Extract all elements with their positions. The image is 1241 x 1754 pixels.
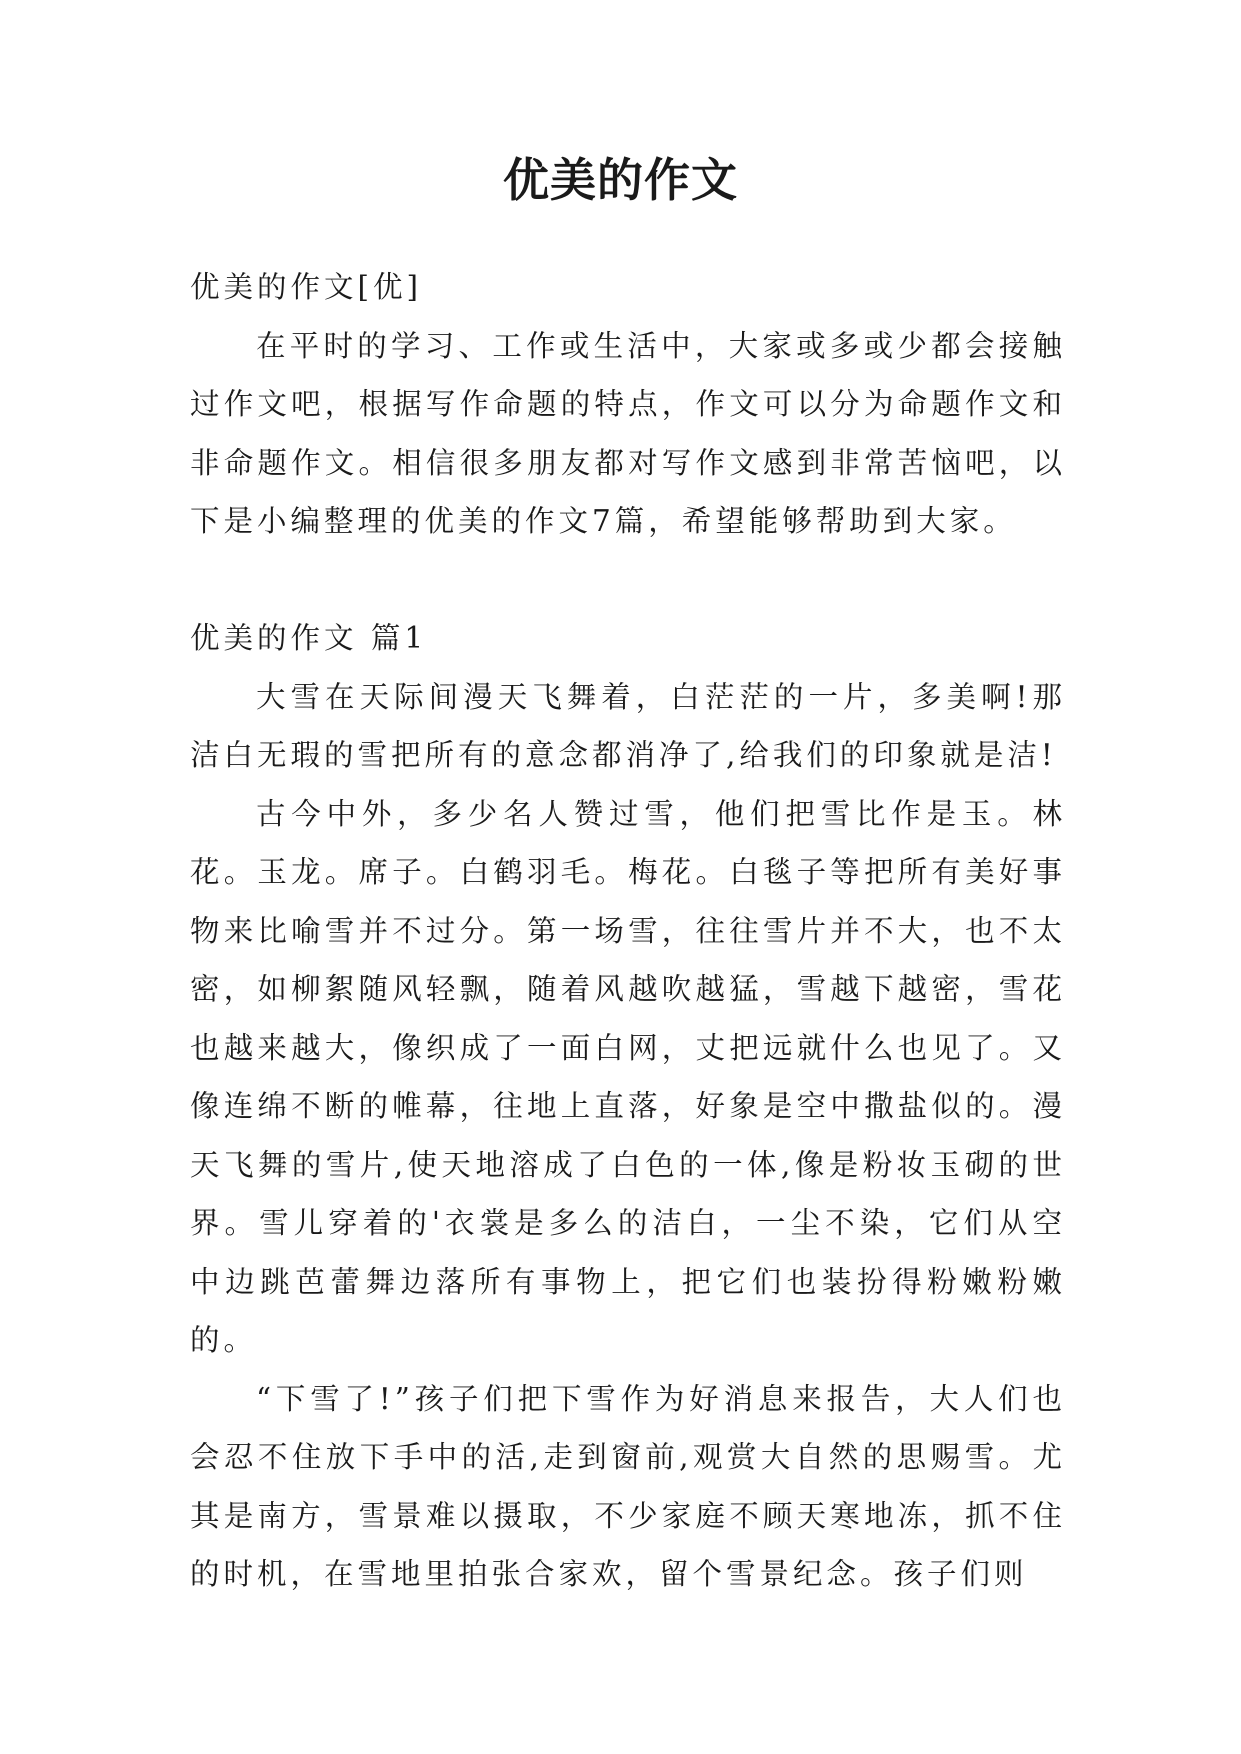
essay-heading: 优美的作文 篇1 [190, 621, 428, 655]
section-spacer [190, 551, 1066, 610]
essay-paragraph: 古今中外，多少名人赞过雪，他们把雪比作是玉。林花。玉龙。席子。白鹤羽毛。梅花。白毯子等把所有美好事物来比喻雪并不过分。第一场雪，往往雪片并不大，也不太密，如柳絮随风轻飘，随着风越吹越猛，雪越下越密，雪花也越来越大，像织成了一面白网，丈把远就什么也见了。又像连绵不断的帷幕，往地上直落，好象是空中撒盐似的。漫天飞舞的雪片,使天地溶成了白色的一体,像是粉妆玉砌的世界。雪儿穿着的'衣裳是多么的洁白，一尘不染，它们从空中边跳芭蕾舞边落所有事物上，把它们也装扮得粉嫩粉嫩的。 [190, 796, 1066, 1357]
document-body [190, 258, 1066, 1604]
essay-paragraph: “下雪了!”孩子们把下雪作为好消息来报告，大人们也会忍不住放下手中的活,走到窗前,观赏大自然的思赐雪。尤其是南方，雪景难以摄取，不少家庭不顾天寒地冻，抓不住的时机，在雪地里拍张合家欢，留个雪景纪念。孩子们则 [190, 1381, 1066, 1591]
essay-paragraph: 大雪在天际间漫天飞舞着，白茫茫的一片，多美啊!那洁白无瑕的雪把所有的意念都消净了,给我们的印象就是洁! [190, 679, 1066, 772]
document-title: 优美的作文 [503, 153, 738, 207]
intro-paragraph: 在平时的学习、工作或生活中，大家或多或少都会接触过作文吧，根据写作命题的特点，作文可以分为命题作文和非命题作文。相信很多朋友都对写作文感到非常苦恼吧，以下是小编整理的优美的作文7篇，希望能够帮助到大家。 [190, 328, 1066, 538]
section-heading: 优美的作文[优] [190, 270, 423, 304]
